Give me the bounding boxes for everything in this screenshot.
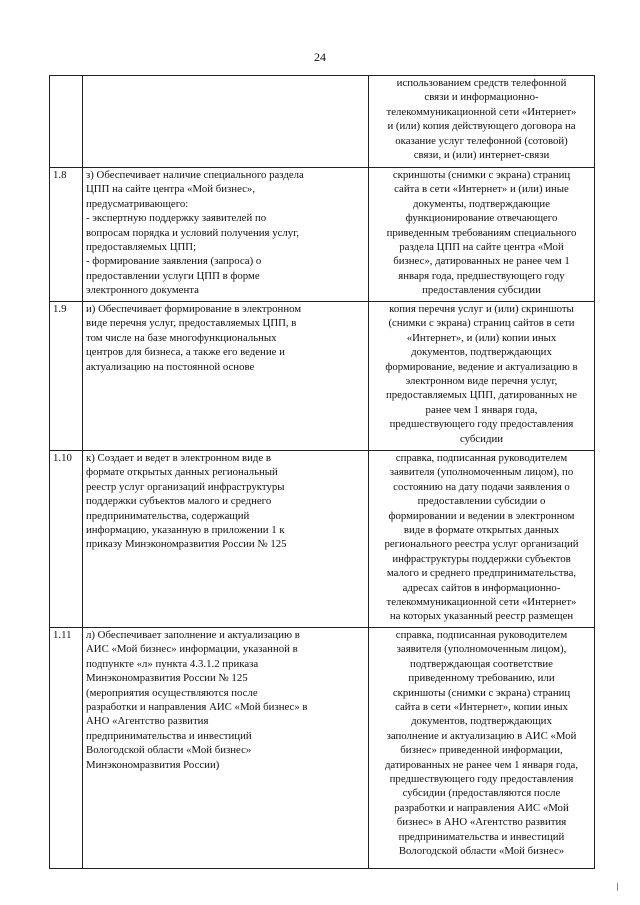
table-row	[50, 302, 595, 451]
row-number: 1.8	[50, 168, 83, 302]
table-row	[50, 76, 595, 168]
requirement-cell: и) Обеспечивает формирование в электронном виде перечня услуг, предоставляемых ЦПП, в том числе на базе многофункциональных центров для бизнеса, а также его ведение и актуализацию на постоянной основе	[83, 302, 369, 451]
table-row	[50, 628, 595, 869]
scan-mark	[617, 883, 618, 891]
row-number	[50, 76, 83, 168]
documents-cell: использованием средств телефонной связи и информационно- телекоммуникационной сети «Интернет» и (или) копия действующего договора на оказание услуг телефонной (сотовой) связи, и (или) интернет-связи	[369, 76, 595, 168]
documents-cell: скриншоты (снимки с экрана) страниц сайта в сети «Интернет» и (или) иные документы, подтверждающие функционирование отвечающего приведенным требованиям специального раздела ЦПП на сайте центра «Мой бизнес», датированных не ранее чем 1 января года, предшествующего году предоставления субсидии	[369, 168, 595, 302]
requirement-cell: з) Обеспечивает наличие специального раздела ЦПП на сайте центра «Мой бизнес», предусматривающего: - экспертную поддержку заявителей по вопросам порядка и условий получения услуг, предоставляемых ЦПП; - формирование заявления (запроса) о предоставлении услуги ЦПП в форме электронного документа	[83, 168, 369, 302]
documents-cell: справка, подписанная руководителем заявителя (уполномоченным лицом), по состоянию на дату подачи заявления о предоставлении субсидии о формировании и ведении в электронном виде в формате открытых данных регионального реестра услуг организаций инфраструктуры поддержки субъектов малого и среднего предпринимательства, адресах сайтов в информационно- телекоммуникационной сети «Интернет» на которых указанный реестр размещен	[369, 451, 595, 628]
requirement-cell: к) Создает и ведет в электронном виде в формате открытых данных региональный реестр услуг организаций инфраструктуры поддержки субъектов малого и среднего предпринимательства, содержащий информацию, указанную в приложении 1 к приказу Минэкономразвития России № 125	[83, 451, 369, 628]
row-number: 1.10	[50, 451, 83, 628]
table-row	[50, 168, 595, 302]
documents-cell: справка, подписанная руководителем заявителя (уполномоченным лицом), подтверждающая соответствие приведенному требованию, или скриншоты (снимки с экрана) страниц сайта в сети «Интернет», копии иных документов, подтверждающих заполнение и актуализацию в АИС «Мой бизнес» приведенной информации, датированных не ранее чем 1 января года, предшествующего году предоставления субсидии (предоставляются после разработки и направления АИС «Мой бизнес» в АНО «Агентство развития предпринимательства и инвестиций Вологодской области «Мой бизнес»	[369, 628, 595, 869]
requirements-table	[49, 75, 595, 869]
requirement-cell: л) Обеспечивает заполнение и актуализацию в АИС «Мой бизнес» информации, указанной в подпункте «л» пункта 4.3.1.2 приказа Минэкономразвития России № 125 (мероприятия осуществляются после разработки и направления АИС «Мой бизнес» в АНО «Агентство развития предпринимательства и инвестиций Вологодской области «Мой бизнес» Минэкономразвития России)	[83, 628, 369, 869]
documents-cell: копия перечня услуг и (или) скриншоты (снимки с экрана) страниц сайтов в сети «Интернет», и (или) копии иных документов, подтверждающих формирование, ведение и актуализацию в электронном виде перечня услуг, предоставляемых ЦПП, датированных не ранее чем 1 января года, предшествующего году предоставления субсидии	[369, 302, 595, 451]
page-number: 24	[314, 50, 326, 64]
row-number: 1.9	[50, 302, 83, 451]
table-row	[50, 451, 595, 628]
row-number: 1.11	[50, 628, 83, 869]
requirement-cell	[83, 76, 369, 168]
